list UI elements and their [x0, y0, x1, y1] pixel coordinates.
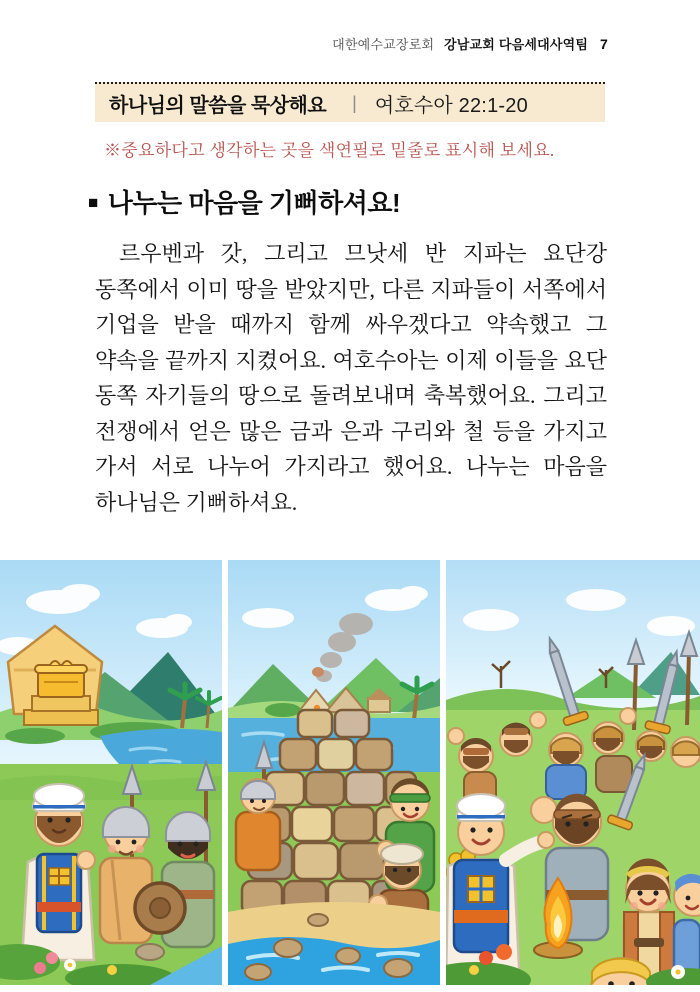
church-team-name: 강남교회 다음세대사역팀: [444, 37, 589, 52]
scripture-reference: 여호수아 22:1-20: [374, 94, 528, 117]
celebration-scene-art: [446, 560, 700, 985]
page-number: 7: [600, 36, 608, 52]
altar-scene-art: [228, 560, 440, 985]
scripture-title-box: [95, 82, 605, 122]
scripture-box-title: 하나님의 말씀을 묵상해요: [109, 94, 327, 117]
running-header: [332, 34, 608, 53]
illustration-strip: [0, 560, 700, 985]
section-heading: [88, 183, 400, 220]
publisher-name: 대한예수교장로회: [332, 37, 435, 52]
tabernacle-scene-art: [0, 560, 222, 985]
illustration-panel-celebration: [446, 560, 700, 985]
illustration-panel-tabernacle: [0, 560, 222, 985]
section-heading-text: 나누는 마음을 기뻐하셔요!: [107, 188, 401, 218]
square-bullet-icon: ■: [88, 192, 98, 212]
illustration-panel-altar: [228, 560, 440, 985]
lesson-body-paragraph: 르우벤과 갓, 그리고 므낫세 반 지파는 요단강 동쪽에서 이미 땅을 받았지만, 다른 지파들이 서쪽에서 기업을 받을 때까지 함께 싸우겠다고 약속했고 그 약속을 끝까지 지켰어요. 여호수아는 이제 이들을 요단 동쪽 자기들의 땅으로 돌려보내며 축복했어요. 그리고 전쟁에서 얻은 많은 금과 은과 구리와 철 등을 가지고 가서 서로 나누어 가지라고 했어요. 나누는 마음을 하나님은 기뻐하셔요.: [95, 241, 607, 515]
separator-bar: |: [352, 92, 357, 113]
underline-instruction-note: ※중요하다고 생각하는 곳을 색연필로 밑줄로 표시해 보세요.: [104, 141, 555, 160]
